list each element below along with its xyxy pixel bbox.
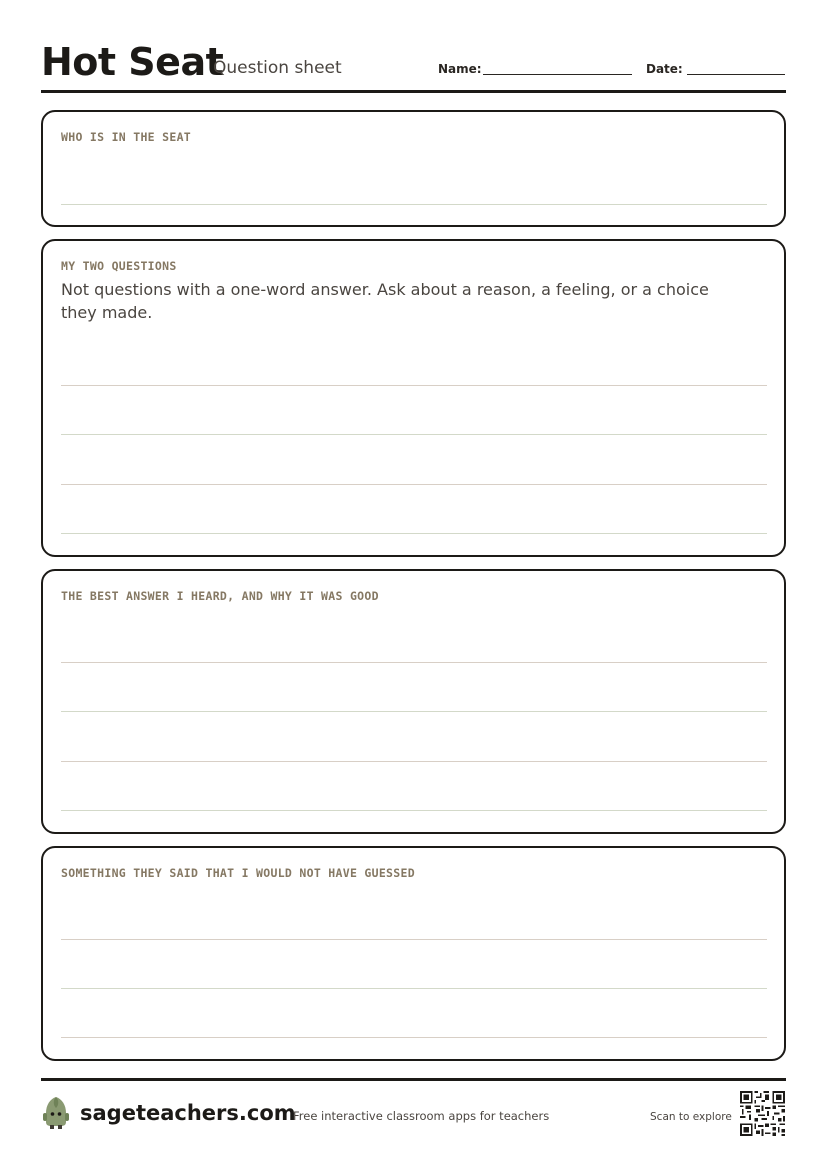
name-label: Name:: [438, 62, 482, 76]
scan-label: Scan to explore: [650, 1111, 732, 1123]
writing-line[interactable]: [61, 939, 767, 940]
sage-mascot-icon: [42, 1095, 70, 1129]
writing-line[interactable]: [61, 204, 767, 205]
qr-code-icon[interactable]: [740, 1091, 785, 1136]
page-subtitle: Question sheet: [213, 58, 342, 78]
writing-line[interactable]: [61, 761, 767, 762]
date-label: Date:: [646, 62, 683, 76]
writing-line[interactable]: [61, 434, 767, 435]
section-surprising-thing: [41, 846, 786, 1061]
writing-line[interactable]: [61, 484, 767, 485]
section-label: SOMETHING THEY SAID THAT I WOULD NOT HAVE GUESSED: [61, 866, 415, 880]
site-name[interactable]: sageteachers.com: [80, 1101, 296, 1125]
writing-line[interactable]: [61, 533, 767, 534]
header-divider: [41, 90, 786, 93]
section-label: WHO IS IN THE SEAT: [61, 130, 192, 144]
writing-line[interactable]: [61, 385, 767, 386]
name-field[interactable]: [483, 74, 632, 75]
section-instructions: Not questions with a one-word answer. Ask about a reason, a feeling, or a choice they made.: [61, 280, 709, 322]
footer-divider: [41, 1078, 786, 1081]
date-field[interactable]: [687, 74, 785, 75]
writing-line[interactable]: [61, 810, 767, 811]
writing-line[interactable]: [61, 988, 767, 989]
section-label: THE BEST ANSWER I HEARD, AND WHY IT WAS GOOD: [61, 589, 379, 603]
section-best-answer: [41, 569, 786, 834]
writing-line[interactable]: [61, 1037, 767, 1038]
footer-tagline: Free interactive classroom apps for teachers: [293, 1109, 550, 1123]
writing-line[interactable]: [61, 711, 767, 712]
writing-line[interactable]: [61, 662, 767, 663]
page-title: Hot Seat: [41, 40, 224, 84]
page-header: [41, 40, 786, 92]
section-my-questions: [41, 239, 786, 557]
section-label: MY TWO QUESTIONS: [61, 259, 177, 273]
section-who-in-seat: [41, 110, 786, 227]
